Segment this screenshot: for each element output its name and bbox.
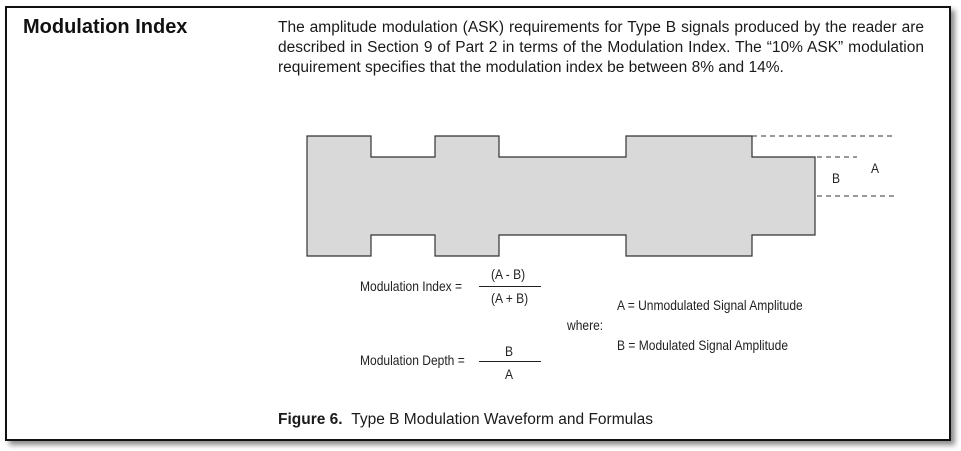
modulation-index-denominator: (A + B)	[491, 290, 529, 306]
waveform-diagram	[7, 8, 949, 439]
def-B: B = Modulated Signal Amplitude	[617, 337, 789, 353]
waveform-shape	[307, 136, 815, 256]
figure-caption-number: Figure 6.	[278, 411, 343, 428]
modulation-index-fraction-bar	[479, 286, 541, 287]
document-frame	[5, 6, 951, 441]
modulation-depth-fraction-bar	[479, 361, 541, 362]
modulation-depth-denominator: A	[505, 366, 514, 382]
where-label: where:	[567, 317, 604, 333]
section-heading: Modulation Index	[23, 16, 188, 38]
label-B: B	[832, 170, 841, 186]
modulation-depth-numerator: B	[505, 343, 514, 359]
section-paragraph: The amplitude modulation (ASK) requirements for Type B signals produced by the reader are described in Section 9 of Part 2 in terms of the Modulation Index. The “10% ASK” modulation requirement specifies that the modulation index be between 8% and 14%.	[278, 19, 924, 76]
modulation-depth-lhs: Modulation Depth =	[360, 352, 465, 368]
figure-caption-text: Type B Modulation Waveform and Formulas	[351, 411, 654, 428]
modulation-index-numerator: (A - B)	[491, 266, 526, 282]
figure-caption	[278, 411, 653, 429]
label-A: A	[871, 160, 880, 176]
def-A: A = Unmodulated Signal Amplitude	[617, 297, 803, 313]
modulation-index-lhs: Modulation Index =	[360, 278, 463, 294]
